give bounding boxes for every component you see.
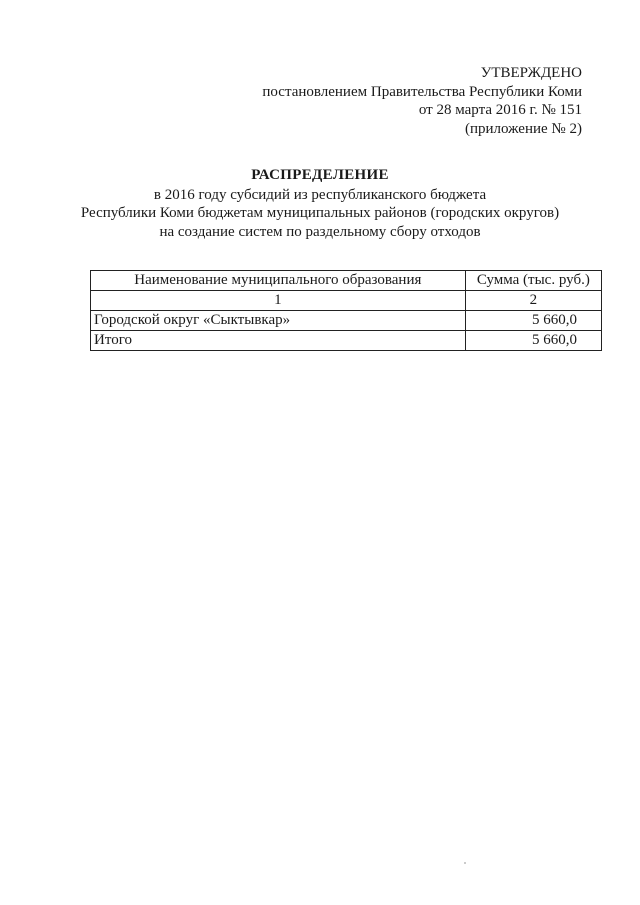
column-number-1: 1	[91, 291, 466, 311]
subsidy-amount: 5 660,0	[465, 311, 601, 331]
distribution-table	[90, 270, 602, 351]
total-label: Итого	[91, 331, 466, 351]
approval-appendix: (приложение № 2)	[464, 120, 582, 137]
document-title: РАСПРЕДЕЛЕНИЕ	[251, 167, 389, 183]
table-header-row	[91, 271, 602, 291]
column-header-amount: Сумма (тыс. руб.)	[465, 271, 601, 291]
scan-speck	[464, 862, 466, 864]
approval-title: УТВЕРЖДЕНО	[480, 65, 582, 81]
heading-line-3: на создание систем по раздельному сбору отходов	[159, 223, 481, 240]
table-row	[91, 311, 602, 331]
approval-resolution: постановлением Правительства Республики Коми	[262, 83, 582, 100]
municipality-name: Городской округ «Сыктывкар»	[91, 311, 466, 331]
document-heading	[0, 166, 640, 241]
approval-stamp	[262, 64, 582, 138]
total-amount: 5 660,0	[465, 331, 601, 351]
approval-date-number: от 28 марта 2016 г. № 151	[418, 102, 582, 118]
column-numbering-row	[91, 291, 602, 311]
heading-line-2: Республики Коми бюджетам муниципальных районов (городских округов)	[80, 205, 560, 221]
total-row	[91, 331, 602, 351]
column-header-name: Наименование муниципального образования	[91, 271, 466, 291]
column-number-2: 2	[465, 291, 601, 311]
heading-line-1: в 2016 году субсидий из республиканского бюджета	[153, 186, 487, 203]
